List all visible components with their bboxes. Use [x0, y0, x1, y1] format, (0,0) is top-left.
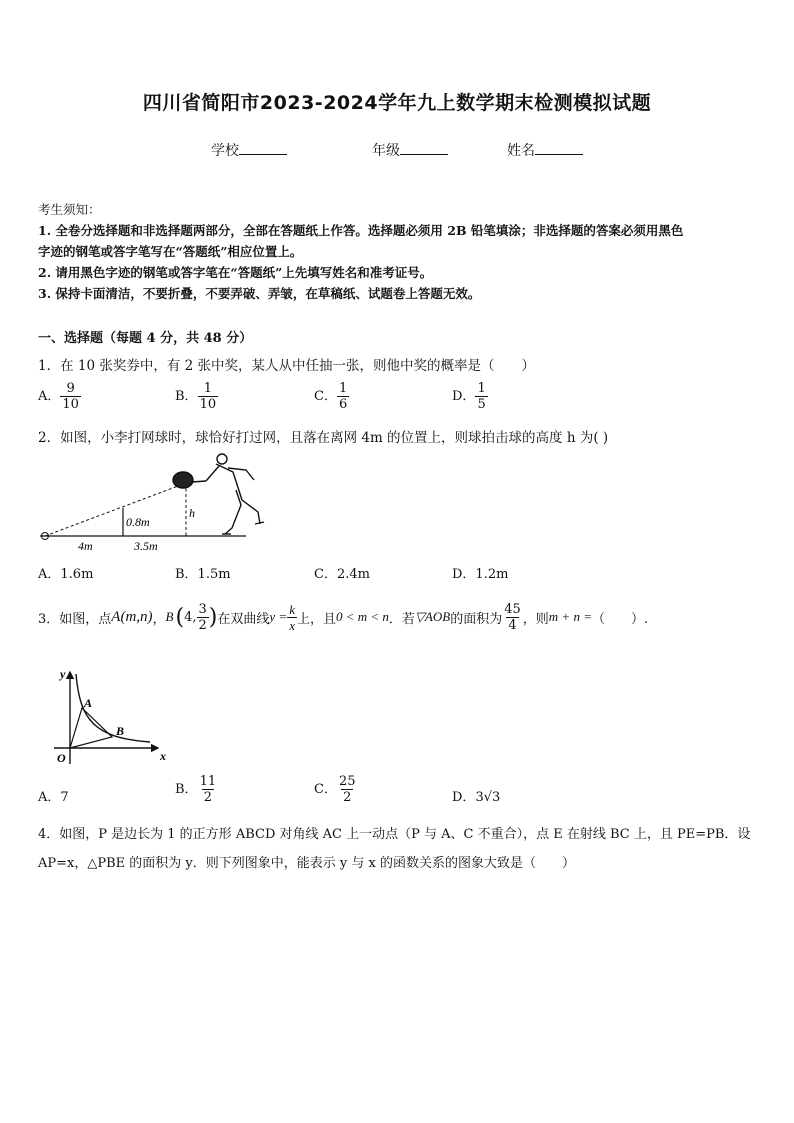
q2-option-c: C．2.4m	[314, 567, 370, 582]
name-label: 姓名	[507, 143, 535, 159]
q1-option-a	[38, 381, 81, 412]
q2-option-a: A．1.6m	[38, 567, 94, 582]
q3-c-label: C．	[314, 782, 337, 797]
q3-option-a	[38, 786, 69, 805]
origin-label: O	[57, 751, 66, 765]
q3-option-c	[314, 774, 358, 805]
q3-paren-open: (	[175, 604, 185, 630]
q1-c-den: 6	[338, 397, 348, 412]
question-3-text	[38, 597, 648, 637]
q3-option-d	[452, 786, 500, 805]
q1-b-den: 10	[199, 397, 217, 412]
q3-y-eq: y =	[269, 609, 288, 624]
q3-area-den: 4	[508, 617, 517, 633]
notice-line-3: 3. 保持卡面清洁，不要折叠，不要弄破、弄皱，在草稿纸、试题卷上答题无效。	[38, 286, 481, 301]
h-label: h	[189, 506, 195, 520]
hyperbola-figure	[46, 660, 170, 770]
notice-heading: 考生须知：	[38, 202, 101, 217]
q3-k-over-x	[287, 602, 297, 633]
q3-point-a: A(m,n)	[111, 608, 153, 625]
point-b-label: B	[116, 724, 125, 738]
q3-c-den: 2	[343, 790, 352, 805]
q1-b-label: B．	[175, 389, 198, 404]
q1-b-fraction	[198, 381, 219, 412]
x-label: x	[160, 749, 166, 763]
dist-4m-label: 4m	[78, 539, 93, 553]
grade-field	[372, 140, 448, 160]
q3-k: k	[289, 601, 295, 617]
net-height-label: 0.8m	[126, 515, 150, 529]
q1-d-num: 1	[477, 381, 486, 396]
q3-part-1: 3．如图，点	[38, 611, 112, 627]
q3-sep: ，	[152, 611, 166, 627]
trajectory-line	[45, 483, 186, 536]
q3-part-4: ．若	[388, 611, 415, 627]
q1-b-num: 1	[203, 381, 212, 396]
question-4-line-2: AP=x，△PBE 的面积为 y．则下列图象中，能表示 y 与 x 的函数关系的图象大致是（ ）	[38, 856, 575, 871]
name-field	[507, 140, 583, 160]
q3-c-fraction	[337, 774, 358, 805]
q3-part-7: （ ）.	[591, 611, 649, 627]
q3-point-b-x: 4,	[184, 609, 197, 625]
grade-label: 年级	[372, 143, 400, 159]
question-4-line-1: 4．如图，P 是边长为 1 的正方形 ABCD 对角线 AC 上一动点（P 与 A、C 不重合），点 E 在射线 BC 上，且 PE=PB．设	[38, 827, 751, 842]
question-2-text: 2．如图，小李打网球时，球恰好打过网，且落在离网 4m 的位置上，则球拍击球的高度 h 为( )	[38, 430, 609, 446]
q3-inequality: 0 < m < n	[335, 609, 389, 624]
section-heading: 一、选择题（每题 4 分，共 48 分）	[38, 331, 253, 346]
q1-c-num: 1	[338, 381, 348, 396]
q3-b-label: B．	[175, 782, 198, 797]
tennis-figure	[36, 450, 268, 556]
q1-option-b	[175, 381, 218, 412]
q3-point-b-label: B	[165, 609, 174, 624]
q1-a-num: 9	[66, 381, 75, 396]
q3-point-b-y	[197, 602, 209, 633]
q3-d-value: 3√3	[475, 790, 501, 805]
q3-part-2: 在双曲线	[217, 611, 270, 627]
q3-b-den-opt: 2	[203, 790, 212, 805]
q2-option-d: D．1.2m	[452, 567, 509, 582]
triangle-aob	[70, 708, 112, 748]
point-a-label: A	[84, 696, 93, 710]
player-icon	[173, 454, 264, 534]
q3-part-3: 上，且	[296, 611, 336, 627]
q3-area-num: 45	[504, 601, 521, 617]
q3-part-5: 的面积为	[450, 611, 503, 627]
notice-line-1a: 1. 全卷分选择题和非选择题两部分，全部在答题纸上作答。选择题必须用 2B 铅笔填涂；非选择题的答案必须用黑色	[38, 223, 684, 238]
racket-head	[173, 472, 193, 488]
q3-triangle: ▽AOB	[414, 609, 451, 624]
dist-35m-label: 3.5m	[134, 539, 158, 553]
q3-area-fraction	[502, 602, 523, 633]
q3-a-label: A．	[38, 790, 61, 805]
q1-a-den: 10	[62, 397, 79, 412]
q3-a-value: 7	[60, 790, 69, 805]
q3-part-6: ，则	[522, 611, 549, 627]
q3-c-num: 25	[338, 774, 356, 789]
q1-c-label: C．	[314, 389, 337, 404]
q1-d-label: D．	[452, 389, 476, 404]
notice-line-2: 2. 请用黑色字迹的钢笔或答字笔在“答题纸”上先填写姓名和准考证号。	[38, 265, 433, 280]
y-label: y	[60, 667, 66, 681]
q3-paren-close: )	[208, 604, 218, 630]
q3-b-num-opt: 11	[199, 774, 217, 789]
question-1-text: 1．在 10 张奖券中，有 2 张中奖，某人从中任抽一张，则他中奖的概率是（ ）	[38, 358, 536, 374]
q1-a-fraction	[60, 381, 81, 412]
q1-option-c	[314, 381, 349, 412]
q1-c-fraction	[337, 381, 349, 412]
q1-option-d	[452, 381, 488, 412]
q1-d-den: 5	[477, 397, 486, 412]
school-label: 学校	[211, 143, 239, 159]
q1-a-label: A．	[38, 389, 61, 404]
q3-x: x	[289, 617, 295, 633]
q3-b-fraction	[198, 774, 219, 805]
name-blank	[535, 142, 583, 155]
q3-b-den: 2	[198, 617, 207, 633]
notice-line-1b: 字迹的钢笔或答字笔写在“答题纸”相应位置上。	[38, 244, 303, 259]
page-title: 四川省简阳市2023-2024学年九上数学期末检测模拟试题	[142, 92, 652, 114]
grade-blank	[400, 142, 448, 155]
q2-option-b: B．1.5m	[175, 567, 231, 582]
school-field	[211, 140, 287, 160]
q3-d-label: D．	[452, 790, 476, 805]
q1-d-fraction	[475, 381, 487, 412]
q3-b-num: 3	[198, 601, 207, 617]
q3-sum: m + n =	[548, 609, 592, 624]
q3-option-b	[175, 774, 218, 805]
school-blank	[239, 142, 287, 155]
